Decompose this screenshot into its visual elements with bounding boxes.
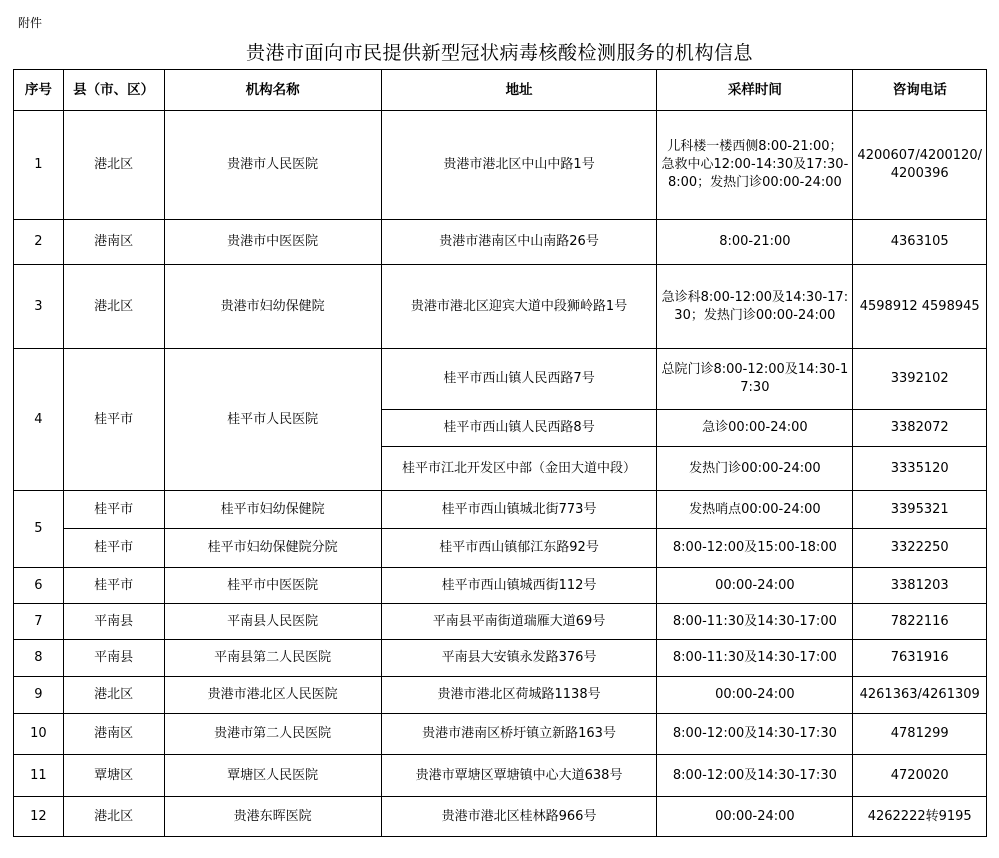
cell-phone: 4200607/4200120/4200396	[853, 111, 987, 220]
cell-org: 贵港市港北区人民医院	[164, 677, 381, 714]
cell-phone: 3335120	[853, 447, 987, 491]
cell-county: 平南县	[63, 640, 164, 677]
institution-table	[13, 69, 987, 837]
cell-county: 覃塘区	[63, 755, 164, 797]
cell-org: 平南县人民医院	[164, 604, 381, 640]
cell-county: 港北区	[63, 797, 164, 837]
cell-org: 桂平市妇幼保健院分院	[164, 529, 381, 568]
header-row	[14, 70, 987, 111]
cell-no: 10	[14, 714, 64, 755]
header-time: 采样时间	[657, 70, 853, 111]
cell-time: 总院门诊8:00-12:00及14:30-17:30	[657, 349, 853, 410]
table-row	[14, 529, 987, 568]
cell-org: 桂平市妇幼保健院	[164, 491, 381, 529]
cell-no: 12	[14, 797, 64, 837]
cell-address: 桂平市西山镇人民西路8号	[381, 410, 657, 447]
cell-time: 8:00-12:00及15:00-18:00	[657, 529, 853, 568]
cell-address: 桂平市西山镇城西街112号	[381, 568, 657, 604]
cell-address: 贵港市港南区桥圩镇立新路163号	[381, 714, 657, 755]
cell-time: 8:00-21:00	[657, 220, 853, 265]
cell-no: 1	[14, 111, 64, 220]
cell-address: 贵港市港北区迎宾大道中段狮岭路1号	[381, 265, 657, 349]
cell-address: 贵港市港北区荷城路1138号	[381, 677, 657, 714]
cell-county: 平南县	[63, 604, 164, 640]
cell-org: 贵港东晖医院	[164, 797, 381, 837]
cell-county: 桂平市	[63, 529, 164, 568]
table-row	[14, 568, 987, 604]
header-address: 地址	[381, 70, 657, 111]
table-row	[14, 677, 987, 714]
cell-time: 00:00-24:00	[657, 677, 853, 714]
table-row	[14, 111, 987, 220]
cell-county: 桂平市	[63, 349, 164, 491]
cell-time: 儿科楼一楼西侧8:00-21:00；急救中心12:00-14:30及17:30-8:00；发热门诊00:00-24:00	[657, 111, 853, 220]
header-phone: 咨询电话	[853, 70, 987, 111]
cell-org: 贵港市第二人民医院	[164, 714, 381, 755]
cell-time: 急诊科8:00-12:00及14:30-17:30；发热门诊00:00-24:00	[657, 265, 853, 349]
cell-no: 5	[14, 491, 64, 568]
cell-address: 贵港市港北区中山中路1号	[381, 111, 657, 220]
table-row	[14, 755, 987, 797]
table-row	[14, 349, 987, 410]
cell-org: 覃塘区人民医院	[164, 755, 381, 797]
cell-address: 贵港市港北区桂林路966号	[381, 797, 657, 837]
cell-address: 平南县平南街道瑞雁大道69号	[381, 604, 657, 640]
table-row	[14, 797, 987, 837]
cell-county: 港北区	[63, 111, 164, 220]
table-row	[14, 220, 987, 265]
cell-address: 平南县大安镇永发路376号	[381, 640, 657, 677]
cell-phone: 4363105	[853, 220, 987, 265]
cell-phone: 4781299	[853, 714, 987, 755]
cell-no: 3	[14, 265, 64, 349]
cell-no: 2	[14, 220, 64, 265]
cell-address: 贵港市港南区中山南路26号	[381, 220, 657, 265]
cell-county: 港北区	[63, 677, 164, 714]
cell-org: 平南县第二人民医院	[164, 640, 381, 677]
cell-time: 发热哨点00:00-24:00	[657, 491, 853, 529]
cell-phone: 3381203	[853, 568, 987, 604]
cell-county: 港北区	[63, 265, 164, 349]
table-row	[14, 265, 987, 349]
cell-phone: 4261363/4261309	[853, 677, 987, 714]
cell-org: 贵港市中医医院	[164, 220, 381, 265]
cell-phone: 4262222转9195	[853, 797, 987, 837]
cell-phone: 3322250	[853, 529, 987, 568]
cell-time: 8:00-11:30及14:30-17:00	[657, 640, 853, 677]
table-row	[14, 491, 987, 529]
cell-phone: 4598912 4598945	[853, 265, 987, 349]
cell-address: 桂平市西山镇人民西路7号	[381, 349, 657, 410]
cell-phone: 4720020	[853, 755, 987, 797]
cell-county: 桂平市	[63, 491, 164, 529]
cell-phone: 7822116	[853, 604, 987, 640]
cell-phone: 3382072	[853, 410, 987, 447]
cell-no: 9	[14, 677, 64, 714]
table-row	[14, 604, 987, 640]
cell-phone: 3392102	[853, 349, 987, 410]
cell-phone: 7631916	[853, 640, 987, 677]
cell-time: 00:00-24:00	[657, 797, 853, 837]
cell-address: 贵港市覃塘区覃塘镇中心大道638号	[381, 755, 657, 797]
header-no: 序号	[14, 70, 64, 111]
header-county: 县（市、区）	[63, 70, 164, 111]
cell-time: 8:00-12:00及14:30-17:30	[657, 755, 853, 797]
cell-no: 6	[14, 568, 64, 604]
cell-time: 8:00-11:30及14:30-17:00	[657, 604, 853, 640]
cell-org: 桂平市人民医院	[164, 349, 381, 491]
table-row	[14, 714, 987, 755]
cell-address: 桂平市江北开发区中部（金田大道中段）	[381, 447, 657, 491]
annex-label: 附件	[18, 16, 43, 30]
table-row	[14, 640, 987, 677]
cell-time: 急诊00:00-24:00	[657, 410, 853, 447]
cell-no: 11	[14, 755, 64, 797]
header-org: 机构名称	[164, 70, 381, 111]
cell-time: 发热门诊00:00-24:00	[657, 447, 853, 491]
cell-county: 桂平市	[63, 568, 164, 604]
cell-county: 港南区	[63, 220, 164, 265]
cell-no: 7	[14, 604, 64, 640]
cell-time: 00:00-24:00	[657, 568, 853, 604]
cell-no: 4	[14, 349, 64, 491]
cell-org: 贵港市妇幼保健院	[164, 265, 381, 349]
cell-no: 8	[14, 640, 64, 677]
cell-org: 贵港市人民医院	[164, 111, 381, 220]
cell-address: 桂平市西山镇郁江东路92号	[381, 529, 657, 568]
cell-org: 桂平市中医医院	[164, 568, 381, 604]
cell-county: 港南区	[63, 714, 164, 755]
cell-address: 桂平市西山镇城北街773号	[381, 491, 657, 529]
cell-phone: 3395321	[853, 491, 987, 529]
page-title: 贵港市面向市民提供新型冠状病毒核酸检测服务的机构信息	[245, 42, 753, 64]
cell-time: 8:00-12:00及14:30-17:30	[657, 714, 853, 755]
